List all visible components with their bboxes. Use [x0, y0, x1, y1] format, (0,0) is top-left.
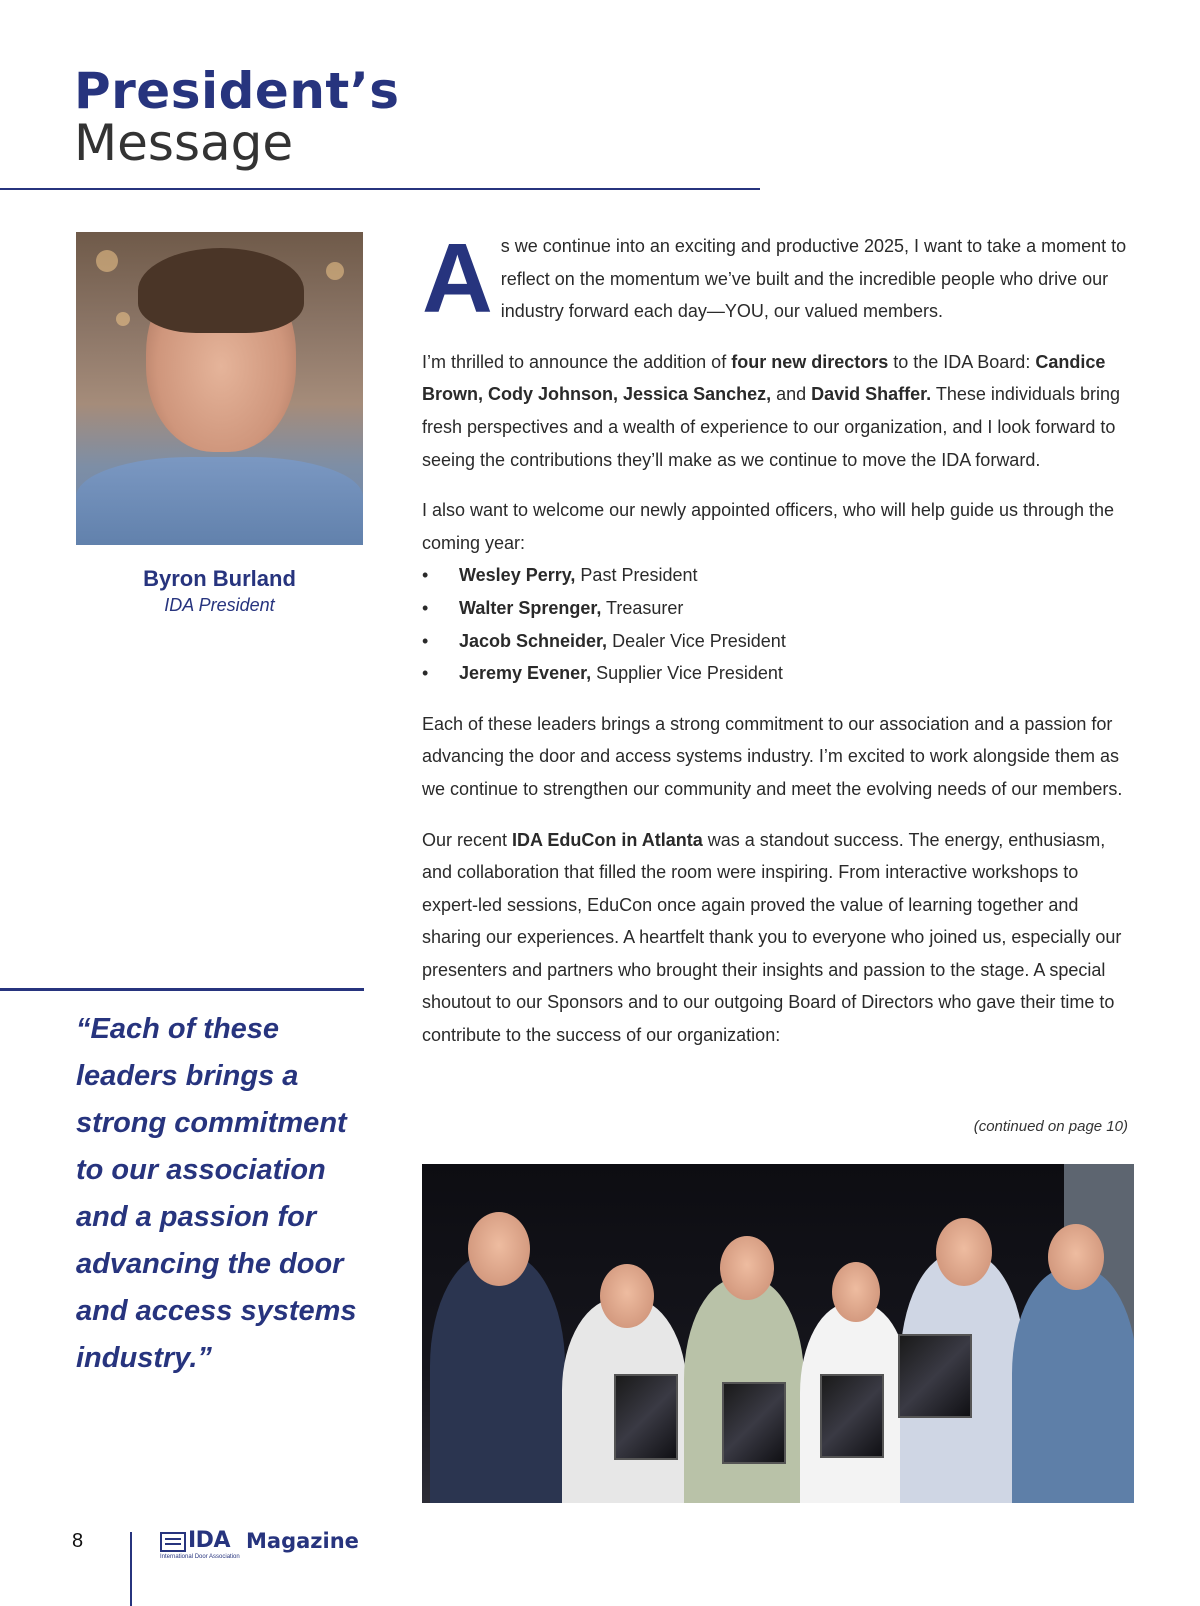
officer-title: Treasurer [601, 597, 684, 618]
paragraph-officers-intro: I also want to welcome our newly appointed officers, who will help guide us through the coming year: [422, 500, 1115, 553]
paragraph-intro-text: s we continue into an exciting and productive 2025, I want to take a moment to reflect on the momentum we’ve built and the incredible people who drive our industry forward each day—YOU, our valued members. [500, 236, 1127, 322]
text-run: These individuals bring fresh perspectives and a wealth of experience to our organization, and I look forward to seeing the contributions they’ll make as we continue to move the IDA forward. [422, 384, 1120, 470]
officer-name: Wesley Perry, [459, 565, 576, 586]
text-run: was a standout success. The energy, enthusiasm, and collaboration that filled the room were inspiring. From interactive workshops to expert-led sessions, EduCon once again proved the value of learning together and sharing our experiences. A heartfelt thank you to everyone who joined us, especially our presenters and partners who brought their insights and passion to the stage. A special shoutout to our Sponsors and to our outgoing Board of Directors who gave their time to contribute to the success of our organization: [422, 829, 1122, 1046]
officer-title: Supplier Vice President [591, 663, 783, 684]
text-run: Our recent [422, 829, 513, 850]
door-logo-icon [160, 1532, 186, 1552]
page-title-line2: Message [74, 114, 294, 172]
list-item [422, 592, 1132, 625]
text-run: and [771, 384, 812, 405]
logo-subtitle: International Door Association [160, 1554, 240, 1560]
paragraph-directors [422, 346, 1132, 476]
text-run: to the IDA Board: [888, 351, 1036, 372]
list-item [422, 625, 1132, 658]
paragraph-intro [422, 223, 1132, 333]
paragraph-educon [422, 824, 1132, 1052]
award-group-photo [422, 1164, 1134, 1503]
officers-list [422, 559, 1132, 689]
logo-ida-text: IDA [188, 1528, 230, 1553]
president-name: Byron Burland [143, 566, 296, 591]
pullquote: “Each of these leaders brings a strong commitment to our association and a passion for advancing the door and access systems industry.” [76, 1013, 357, 1374]
list-item [422, 657, 1132, 690]
paragraph-leaders: Each of these leaders brings a strong commitment to our association and a passion for advancing the door and access systems industry. I’m excited to work alongside them as we continue to strengthen our community and meet the evolving needs of our members. [422, 713, 1123, 799]
director-name: David Shaffer. [811, 384, 932, 405]
officer-title: Past President [575, 565, 698, 586]
text-run: I’m thrilled to announce the addition of [422, 351, 732, 372]
president-portrait [76, 232, 363, 545]
logo-magazine-text: Magazine [246, 1529, 359, 1553]
pullquote-divider [0, 988, 364, 991]
officer-name: Jacob Schneider, [459, 630, 608, 651]
continued-note: (continued on page 10) [973, 1118, 1128, 1135]
drop-cap: A [422, 223, 493, 333]
page-number: 8 [72, 1530, 84, 1552]
footer-divider [130, 1532, 132, 1606]
officer-name: Walter Sprenger, [459, 597, 602, 618]
president-role: IDA President [164, 595, 275, 615]
director-names: Candice Brown, Cody Johnson, Jessica Sanchez, [422, 351, 1106, 405]
text-bold: IDA EduCon in Atlanta [512, 829, 703, 850]
page-title-line1: President’s [74, 62, 400, 120]
list-item [422, 559, 1132, 592]
article-body [422, 223, 1132, 1070]
header-divider [0, 188, 760, 190]
text-bold: four new directors [731, 351, 889, 372]
officer-name: Jeremy Evener, [459, 663, 592, 684]
officer-title: Dealer Vice President [607, 630, 786, 651]
